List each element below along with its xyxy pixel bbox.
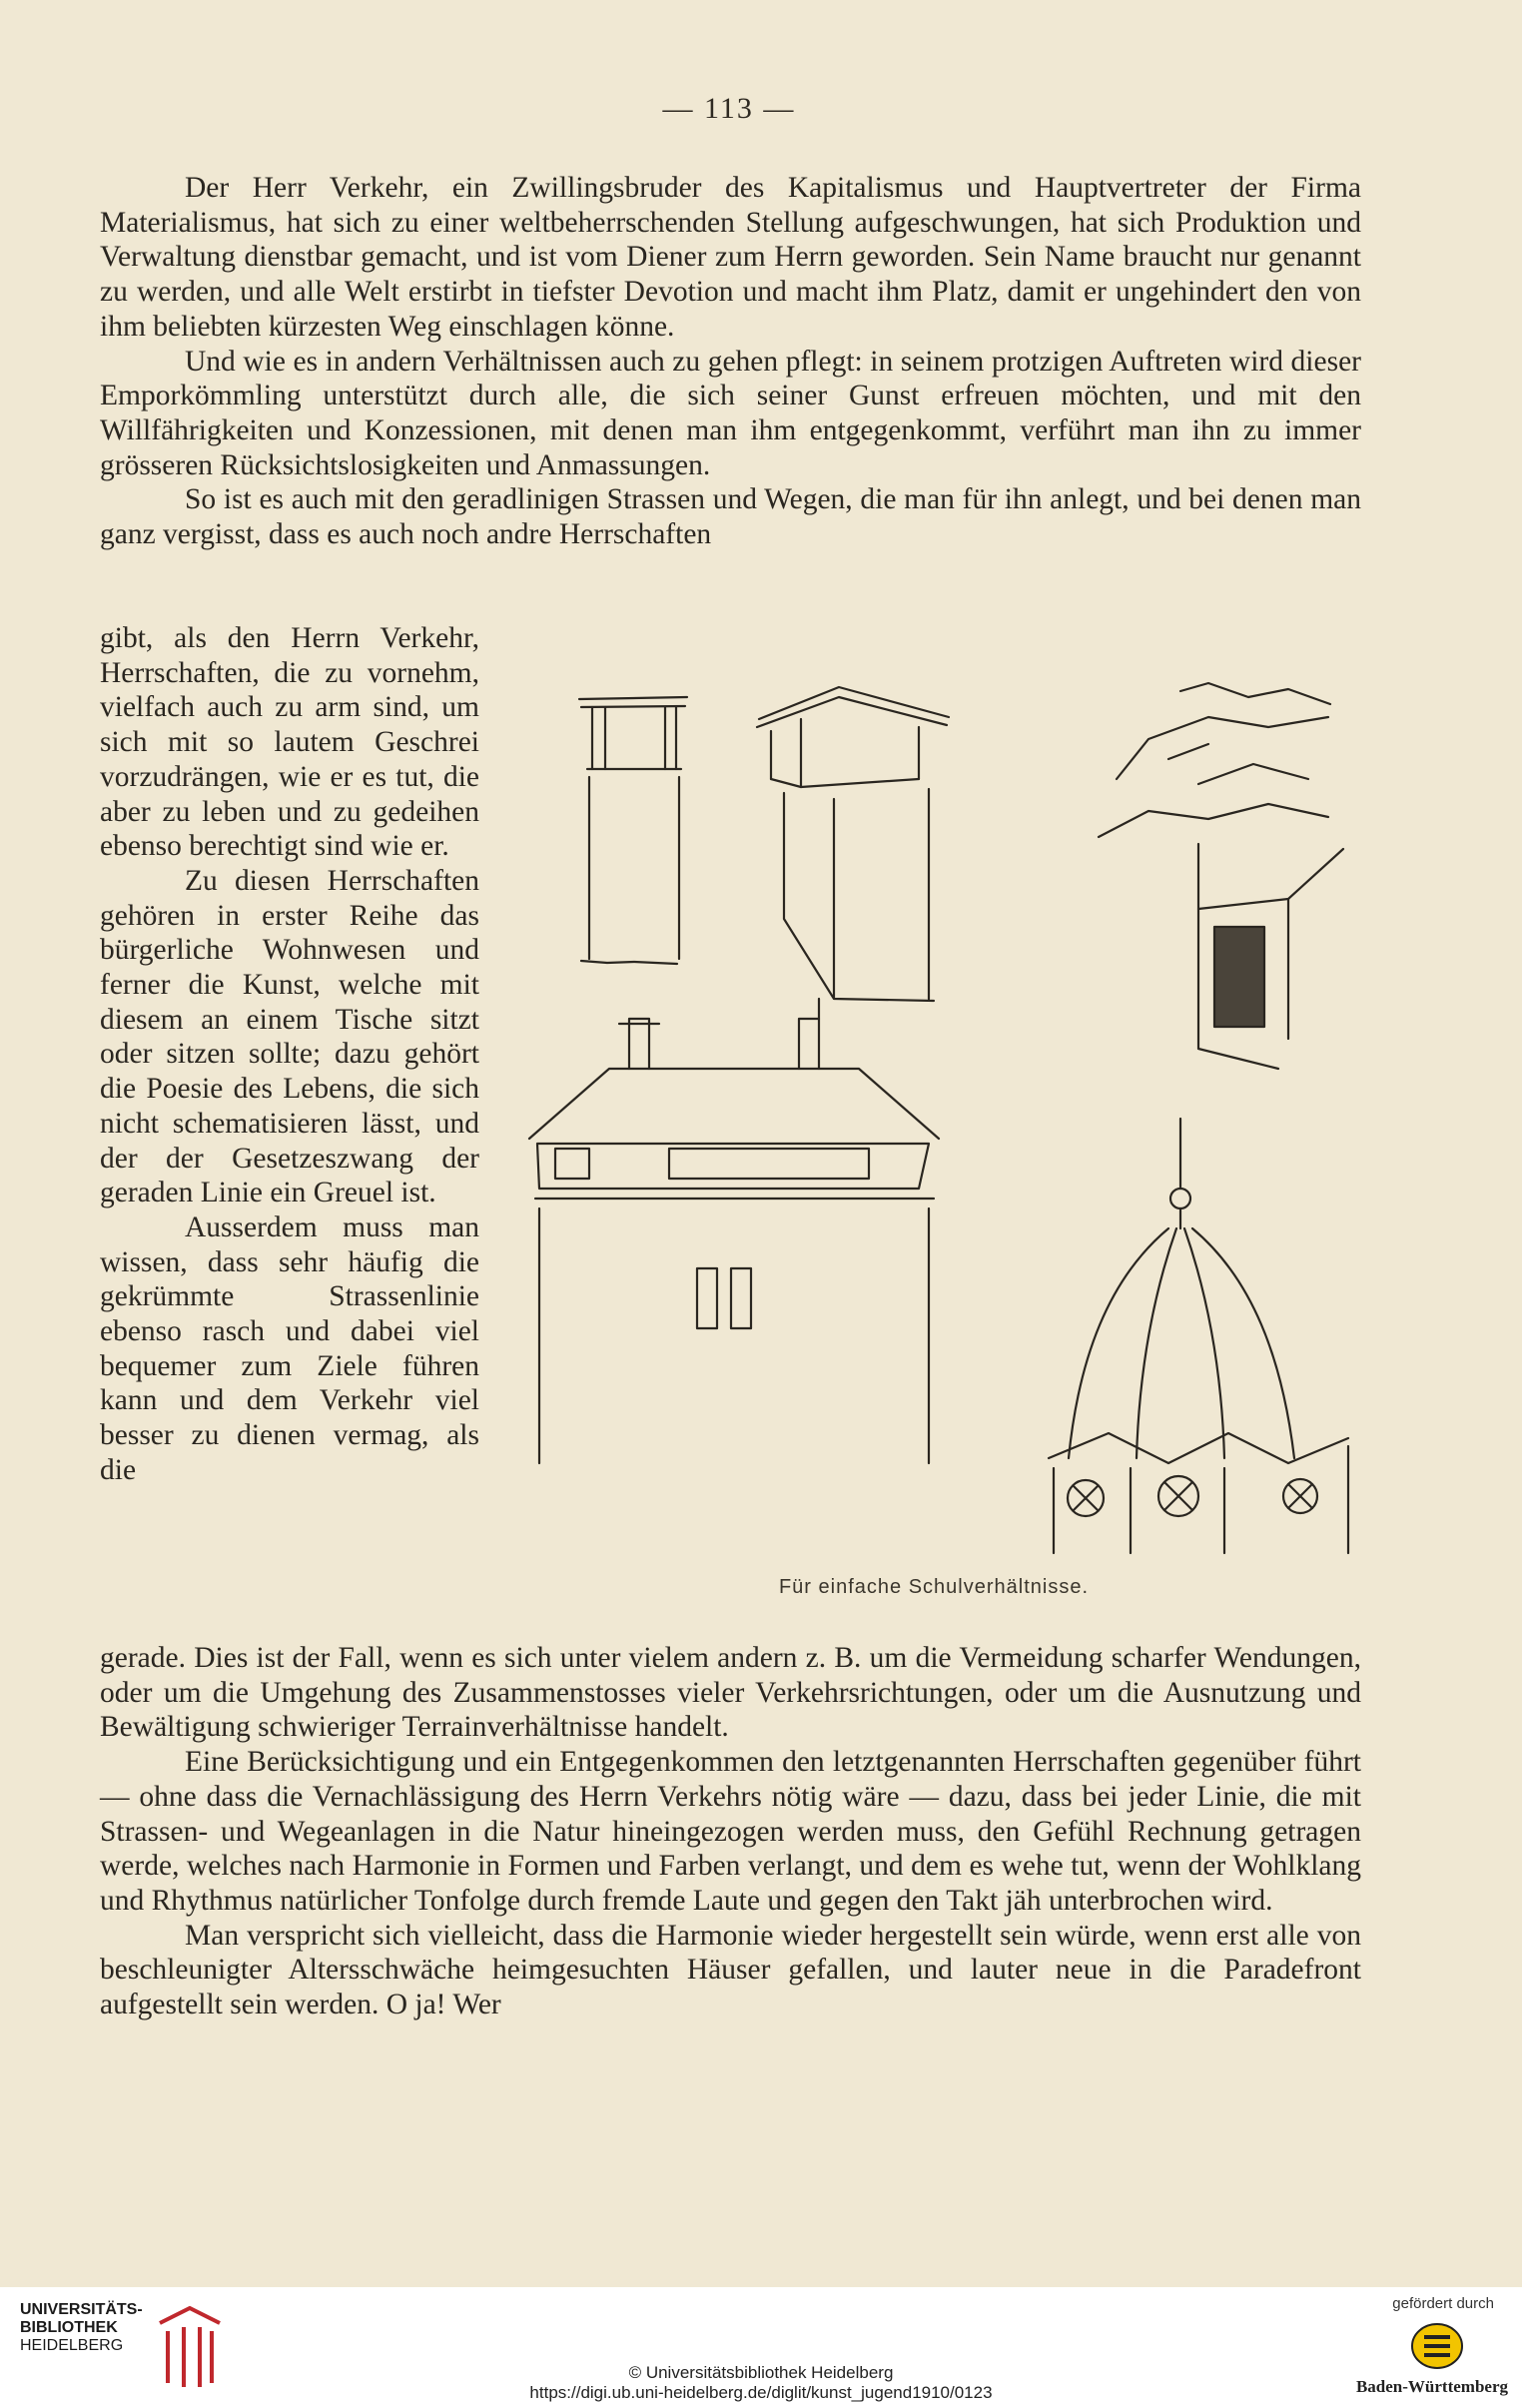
- chimney-illustration-figure: [509, 669, 1368, 1598]
- chimney-drawing-ornate: [1099, 683, 1343, 1069]
- paragraph: So ist es auch mit den geradlinigen Strassen und Wegen, die man für ihn anlegt, und bei denen man ganz vergisst, dass es auch noch andre Herrschaften: [100, 483, 1361, 551]
- paragraph: gerade. Dies ist der Fall, wenn es sich unter vielem andern z. B. um die Vermeidung scharfer Wendungen, oder um die Umgehung des Zusammenstosses vieler Verkehrsrichtungen, oder um die Ausnutzung und Bewältigung schwieriger Terrainverhältnisse handelt.: [100, 1642, 1361, 1744]
- paragraph: Der Herr Verkehr, ein Zwillingsbruder des Kapitalismus und Hauptvertreter der Firma Materialismus, hat sich zu einer weltbeherrschenden Stellung aufgeschwungen, hat sich Produktion und Verwaltung dienstbar gemacht, und ist vom Diener zum Herrn geworden. Sein Name braucht nur genannt zu werden, und alle Welt erstirbt in tiefster Devotion und macht ihm Platz, damit er ungehindert den von ihm beliebten kürzesten Weg einschlagen könne.: [100, 172, 1361, 343]
- chimney-drawings: [509, 669, 1368, 1568]
- chimney-drawing-plain: [579, 697, 687, 964]
- paragraph: Und wie es in andern Verhältnissen auch zu gehen pflegt: in seinem protzigen Auftreten wird dieser Emporkömmling unterstützt durch alle, die sich seiner Gunst erfreuen möchten, und mit den Willfährigkeiten und Konzessionen, mit denen man ihm entgegenkommt, verführt man ihn zu immer grösseren Rücksichtslosigkeiten und Anmassungen.: [100, 345, 1361, 481]
- chimney-drawing-dome: [1049, 1119, 1348, 1553]
- copyright-notice: © Universitätsbibliothek Heidelberg: [628, 2363, 894, 2382]
- state-coat-of-arms-icon: [1410, 2319, 1464, 2373]
- paragraph: Eine Berücksichtigung und ein Entgegenkommen den letztgenannten Herrschaften gegenüber führt — ohne dass die Vernachlässigung des Herrn Verkehrs nötig wäre — dazu, dass bei jeder Linie, die mit Strassen- und Wegeanlagen in die Natur hineingezogen werden muss, den Gefühl Rechnung getragen werde, welches nach Harmonie in Formen und Farben verlangt, und dem es wehe tut, wenn der Wohlklang und Rhythmus natürlicher Tonfolge durch fremde Laute und gegen den Takt jäh unterbrochen wird.: [100, 1746, 1361, 1917]
- figure-caption: Für einfache Schulverhältnisse.: [778, 1576, 1090, 1598]
- page-number: — 113 —: [662, 92, 796, 125]
- text-block-left-column: [100, 621, 479, 1488]
- paragraph: Man verspricht sich vielleicht, dass die Harmonie wieder hergestellt sein würde, wenn erst alle von beschleunigter Altersschwäche heimgesuchten Häuser gefallen, und lauter neue in die Paradefront aufgestellt sein werden. O ja! Wer: [100, 1919, 1361, 2021]
- library-name: UNIVERSITÄTS- BIBLIOTHEK HEIDELBERG: [20, 2301, 143, 2354]
- digitization-footer: [0, 2287, 1522, 2408]
- source-url-link[interactable]: https://digi.ub.uni-heidelberg.de/diglit/kunst_jugend1910/0123: [529, 2383, 993, 2402]
- paragraph: gibt, als den Herrn Verkehr, Herrschaften, die zu vornehm, vielfach auch zu arm sind, um sich mit so lautem Geschrei vorzudrängen, wie er es tut, die aber zu leben und zu gedeihen ebenso berechtigt sind wie er.: [100, 622, 479, 863]
- paragraph: Zu diesen Herrschaften gehören in erster Reihe das bürgerliche Wohnwesen und ferner die Kunst, welche mit diesem an einem Tische sitzt oder sitzen sollte; dazu gehört die Poesie des Lebens, die sich nicht schematisieren lässt, und der der Gesetzeszwang der geraden Linie ein Greuel ist.: [100, 864, 479, 1209]
- sponsor-name: Baden-Württemberg: [1355, 2377, 1508, 2396]
- paragraph: Ausserdem muss man wissen, dass sehr häufig die gekrümmte Strassenlinie ebenso rasch und dabei viel bequemer zum Ziele führen kann und dem Verkehr viel besser zu dienen vermag, als die: [100, 1210, 479, 1486]
- funded-by-label: gefördert durch: [1392, 2295, 1494, 2312]
- text-block-top: [100, 171, 1361, 552]
- funding-badge: [1355, 2295, 1508, 2405]
- text-block-bottom: [100, 1641, 1361, 2022]
- chimney-drawing-capped: [757, 687, 949, 1001]
- chimney-drawing-house: [529, 999, 939, 1463]
